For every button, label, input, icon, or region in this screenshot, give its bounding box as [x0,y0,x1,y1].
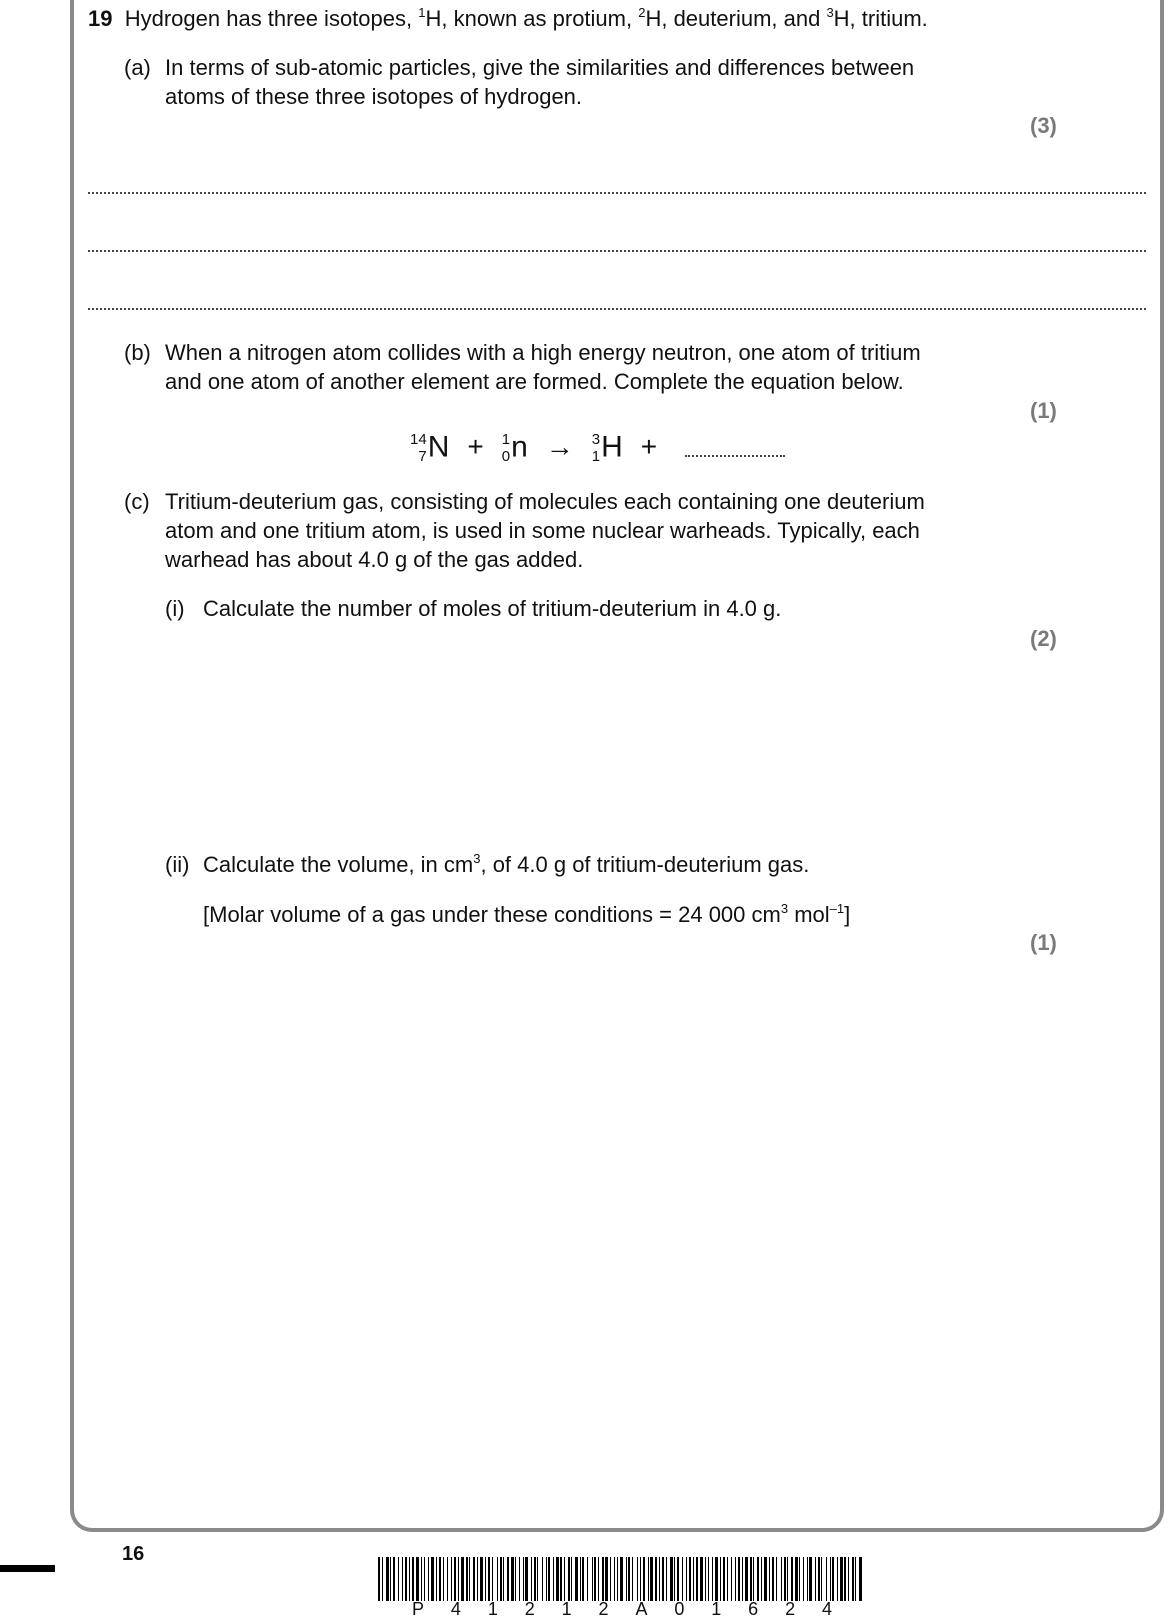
barcode-bar [515,1557,516,1601]
barcode-bar [776,1557,777,1601]
barcode-bar [560,1557,562,1601]
part-a-marks: (3) [1030,113,1057,138]
barcode-bar [610,1557,611,1601]
barcode-digit: 4 [821,1599,832,1619]
barcode-bar [844,1557,846,1601]
barcode-bar [727,1557,728,1601]
note-b: mol [788,902,830,927]
barcode-bar [594,1557,596,1601]
barcode-bar [571,1557,572,1601]
barcode-bar [626,1557,627,1601]
barcode-bar [837,1557,838,1601]
plus-sign: + [467,431,484,463]
barcode-bar [648,1557,649,1601]
note-c: ] [844,902,851,927]
part-b-label: (b) [124,340,151,365]
ii-text-sup: 3 [473,851,481,866]
margin-bar [0,1565,55,1572]
barcode-bar [428,1557,429,1601]
barcode-digit: 2 [785,1599,796,1619]
barcode-bar [753,1557,754,1601]
barcode-bar [466,1557,468,1601]
stem-text-4: H, tritium. [833,6,928,31]
barcode-bar [807,1557,808,1601]
stem-text-2: H, known as protium, [425,6,639,31]
part-b-line1: When a nitrogen atom collides with a high energy neutron, one atom of tritium [165,340,921,365]
stem-text-3: H, deuterium, and [645,6,827,31]
barcode-bar [598,1557,599,1601]
barcode-bar [781,1557,782,1601]
barcode-bar [670,1557,673,1601]
neutron-symbol: n [511,430,528,464]
barcode-bar [731,1557,732,1601]
note-sup1: 3 [780,901,789,916]
barcode-bar [757,1557,759,1601]
barcode-bar [772,1557,774,1601]
barcode-bar [659,1557,660,1601]
barcode-bar [398,1557,399,1601]
barcode-bar [637,1557,638,1601]
barcode-bar [409,1557,410,1601]
barcode-bar [723,1557,725,1601]
barcode-bar [614,1557,615,1601]
barcode-bar [542,1557,543,1601]
barcode-bar [708,1557,709,1601]
neutron-mass-number: 1 [501,430,511,448]
barcode-bar [393,1557,395,1601]
barcode-bar [582,1557,584,1601]
barcode-bar [458,1557,459,1601]
barcode-bar [640,1557,641,1601]
barcode-bar [693,1557,694,1601]
part-c-ii-label: (ii) [165,852,190,877]
barcode-bar [848,1557,849,1601]
working-space-ii[interactable] [165,970,1045,1490]
question-stem [88,4,928,34]
barcode-bar [815,1557,816,1601]
barcode-bar [682,1557,683,1601]
barcode-bar [534,1557,536,1601]
part-c-line1: Tritium-deuterium gas, consisting of molecules each containing one deuterium [165,489,925,514]
barcode-bar [791,1557,793,1601]
barcode-bar [689,1557,691,1601]
barcode-bar [803,1557,804,1601]
barcode-bar [666,1557,667,1601]
barcode-bar [378,1557,380,1601]
barcode-bar [742,1557,743,1601]
barcode-bar [531,1557,532,1601]
barcode-bar [738,1557,740,1601]
barcode-bar [421,1557,422,1601]
part-c-i-marks: (2) [1030,626,1057,651]
barcode-bar [787,1557,788,1601]
answer-line[interactable] [88,192,1146,194]
part-b-marks: (1) [1030,398,1057,423]
barcode-bar [469,1557,470,1601]
tritium-nuclide [592,430,623,465]
barcode-bar [799,1557,800,1601]
note-sup2: –1 [829,901,845,916]
ii-text-b: , of 4.0 g of tritium-deuterium gas. [480,852,810,877]
barcode-bar [784,1557,786,1601]
barcode-bar [712,1557,713,1601]
barcode-bar [519,1557,520,1601]
barcode-bar [617,1557,618,1601]
barcode-bar [764,1557,767,1601]
barcode-bar [832,1557,834,1601]
barcode-bar [443,1557,444,1601]
barcode-bar [412,1557,414,1601]
barcode-digit: P [412,1599,425,1619]
barcode-bar [507,1557,509,1601]
barcode-bar [436,1557,437,1601]
note-a: [Molar volume of a gas under these conditions = 24 000 cm [203,902,781,927]
barcode-bar [500,1557,502,1601]
tritium-atomic-number: 1 [591,447,601,465]
tritium-mass-number: 3 [591,430,601,448]
stem-text-1: Hydrogen has three isotopes, [124,6,419,31]
barcode-bar [477,1557,478,1601]
barcode-bar [525,1557,528,1601]
barcode-bar [386,1557,389,1601]
barcode-bar [537,1557,538,1601]
barcode-bar [840,1557,843,1601]
working-space-i[interactable] [165,660,1045,830]
barcode-bar [480,1557,483,1601]
barcode-bar [830,1557,831,1601]
barcode-digit: A [635,1599,648,1619]
barcode-bar [761,1557,762,1601]
barcode-bar [650,1557,653,1601]
barcode-bar [575,1557,578,1601]
barcode-bar [492,1557,493,1601]
barcode-bar [859,1557,862,1601]
part-c-ii-marks: (1) [1030,930,1057,955]
neutron-nuclide [502,430,528,465]
barcode-digits [412,1600,832,1618]
molar-volume-note [203,900,850,930]
barcode-bar [855,1557,856,1601]
barcode-bar [587,1557,588,1601]
barcode-bar [620,1557,623,1601]
barcode-bar [454,1557,456,1601]
ii-text-a: Calculate the volume, in cm [203,852,474,877]
barcode-bar [546,1557,547,1601]
reaction-arrow-icon: → [545,431,574,463]
barcode-bar [497,1557,498,1601]
barcode-bar [382,1557,383,1601]
barcode-bar [416,1557,419,1601]
barcode-bar [405,1557,407,1601]
barcode-digit: 2 [598,1599,609,1619]
barcode-bar [461,1557,464,1601]
barcode-digit: 1 [561,1599,572,1619]
barcode-bar [488,1557,490,1601]
tritium-mass: 3 [826,5,834,20]
barcode-bar [447,1557,448,1601]
part-c-ii-text [203,850,809,880]
barcode-bar [655,1557,657,1601]
answer-line[interactable] [88,250,1146,252]
barcode-bar [705,1557,706,1601]
part-a-line2: atoms of these three isotopes of hydrogen. [165,84,583,109]
hydrogen-symbol: H [601,430,623,464]
part-a-label: (a) [124,55,151,80]
plus-sign: + [640,431,658,463]
barcode-bar [568,1557,570,1601]
barcode-bar [605,1557,608,1601]
neutron-charge-number: 0 [501,447,511,465]
barcode-digit: 0 [674,1599,685,1619]
barcode-digit: 2 [524,1599,535,1619]
barcode-bar [795,1557,798,1601]
barcode-bar [553,1557,554,1601]
barcode-bar [523,1557,524,1601]
barcode-bar [602,1557,604,1601]
barcode-bar [696,1557,698,1601]
barcode-bar [485,1557,486,1601]
barcode-bar [580,1557,581,1601]
barcode-bar [424,1557,425,1601]
part-a-line1: In terms of sub-atomic particles, give the similarities and differences between [165,55,915,80]
barcode-bar [511,1557,514,1601]
barcode-bar [720,1557,721,1601]
barcode-bar [390,1557,391,1601]
barcode-bar [821,1557,822,1601]
barcode-icon [378,1557,862,1601]
part-c-i-text: Calculate the number of moles of tritium-deuterium in 4.0 g. [203,596,782,621]
barcode-bar [750,1557,752,1601]
barcode-bar [548,1557,550,1601]
barcode-bar [677,1557,679,1601]
deuterium-mass: 2 [638,5,646,20]
nitrogen-symbol: N [427,430,450,464]
nitrogen-nuclide [410,430,449,465]
barcode-bar [431,1557,434,1601]
barcode-bar [451,1557,452,1601]
barcode-bar [735,1557,736,1601]
part-c-label: (c) [124,489,150,514]
barcode-bar [556,1557,559,1601]
answer-line[interactable] [88,308,1146,310]
part-b-line2: and one atom of another element are formed. Complete the equation below. [165,369,904,394]
barcode-digit: 6 [748,1599,759,1619]
barcode-bar [715,1557,718,1601]
barcode-bar [745,1557,748,1601]
part-c-line3: warhead has about 4.0 g of the gas added. [165,547,584,572]
barcode-digit: 1 [711,1599,722,1619]
product-answer-blank[interactable] [685,437,785,457]
barcode-bar [503,1557,504,1601]
protium-mass: 1 [418,5,426,20]
barcode-bar [818,1557,820,1601]
nuclear-equation [410,430,785,465]
page-number: 16 [122,1543,145,1565]
barcode-bar [473,1557,475,1601]
barcode-bar [592,1557,593,1601]
barcode-bar [700,1557,703,1601]
part-c-line2: atom and one tritium atom, is used in some nuclear warheads. Typically, each [165,518,920,543]
barcode-bar [662,1557,664,1601]
barcode-bar [686,1557,687,1601]
barcode-bar [852,1557,854,1601]
barcode-bar [809,1557,812,1601]
question-number: 19 [88,6,113,31]
nitrogen-mass-number: 14 [410,430,427,448]
barcode-bar [674,1557,675,1601]
barcode-digit: 1 [487,1599,498,1619]
barcode-bar [628,1557,630,1601]
barcode-bar [632,1557,633,1601]
barcode-bar [769,1557,770,1601]
barcode-bar [402,1557,403,1601]
part-c-i-label: (i) [165,596,185,621]
barcode-digit: 4 [450,1599,461,1619]
barcode-bar [643,1557,645,1601]
barcode-bar [564,1557,565,1601]
barcode-bar [826,1557,827,1601]
barcode-bar [439,1557,441,1601]
nitrogen-atomic-number: 7 [418,447,427,465]
